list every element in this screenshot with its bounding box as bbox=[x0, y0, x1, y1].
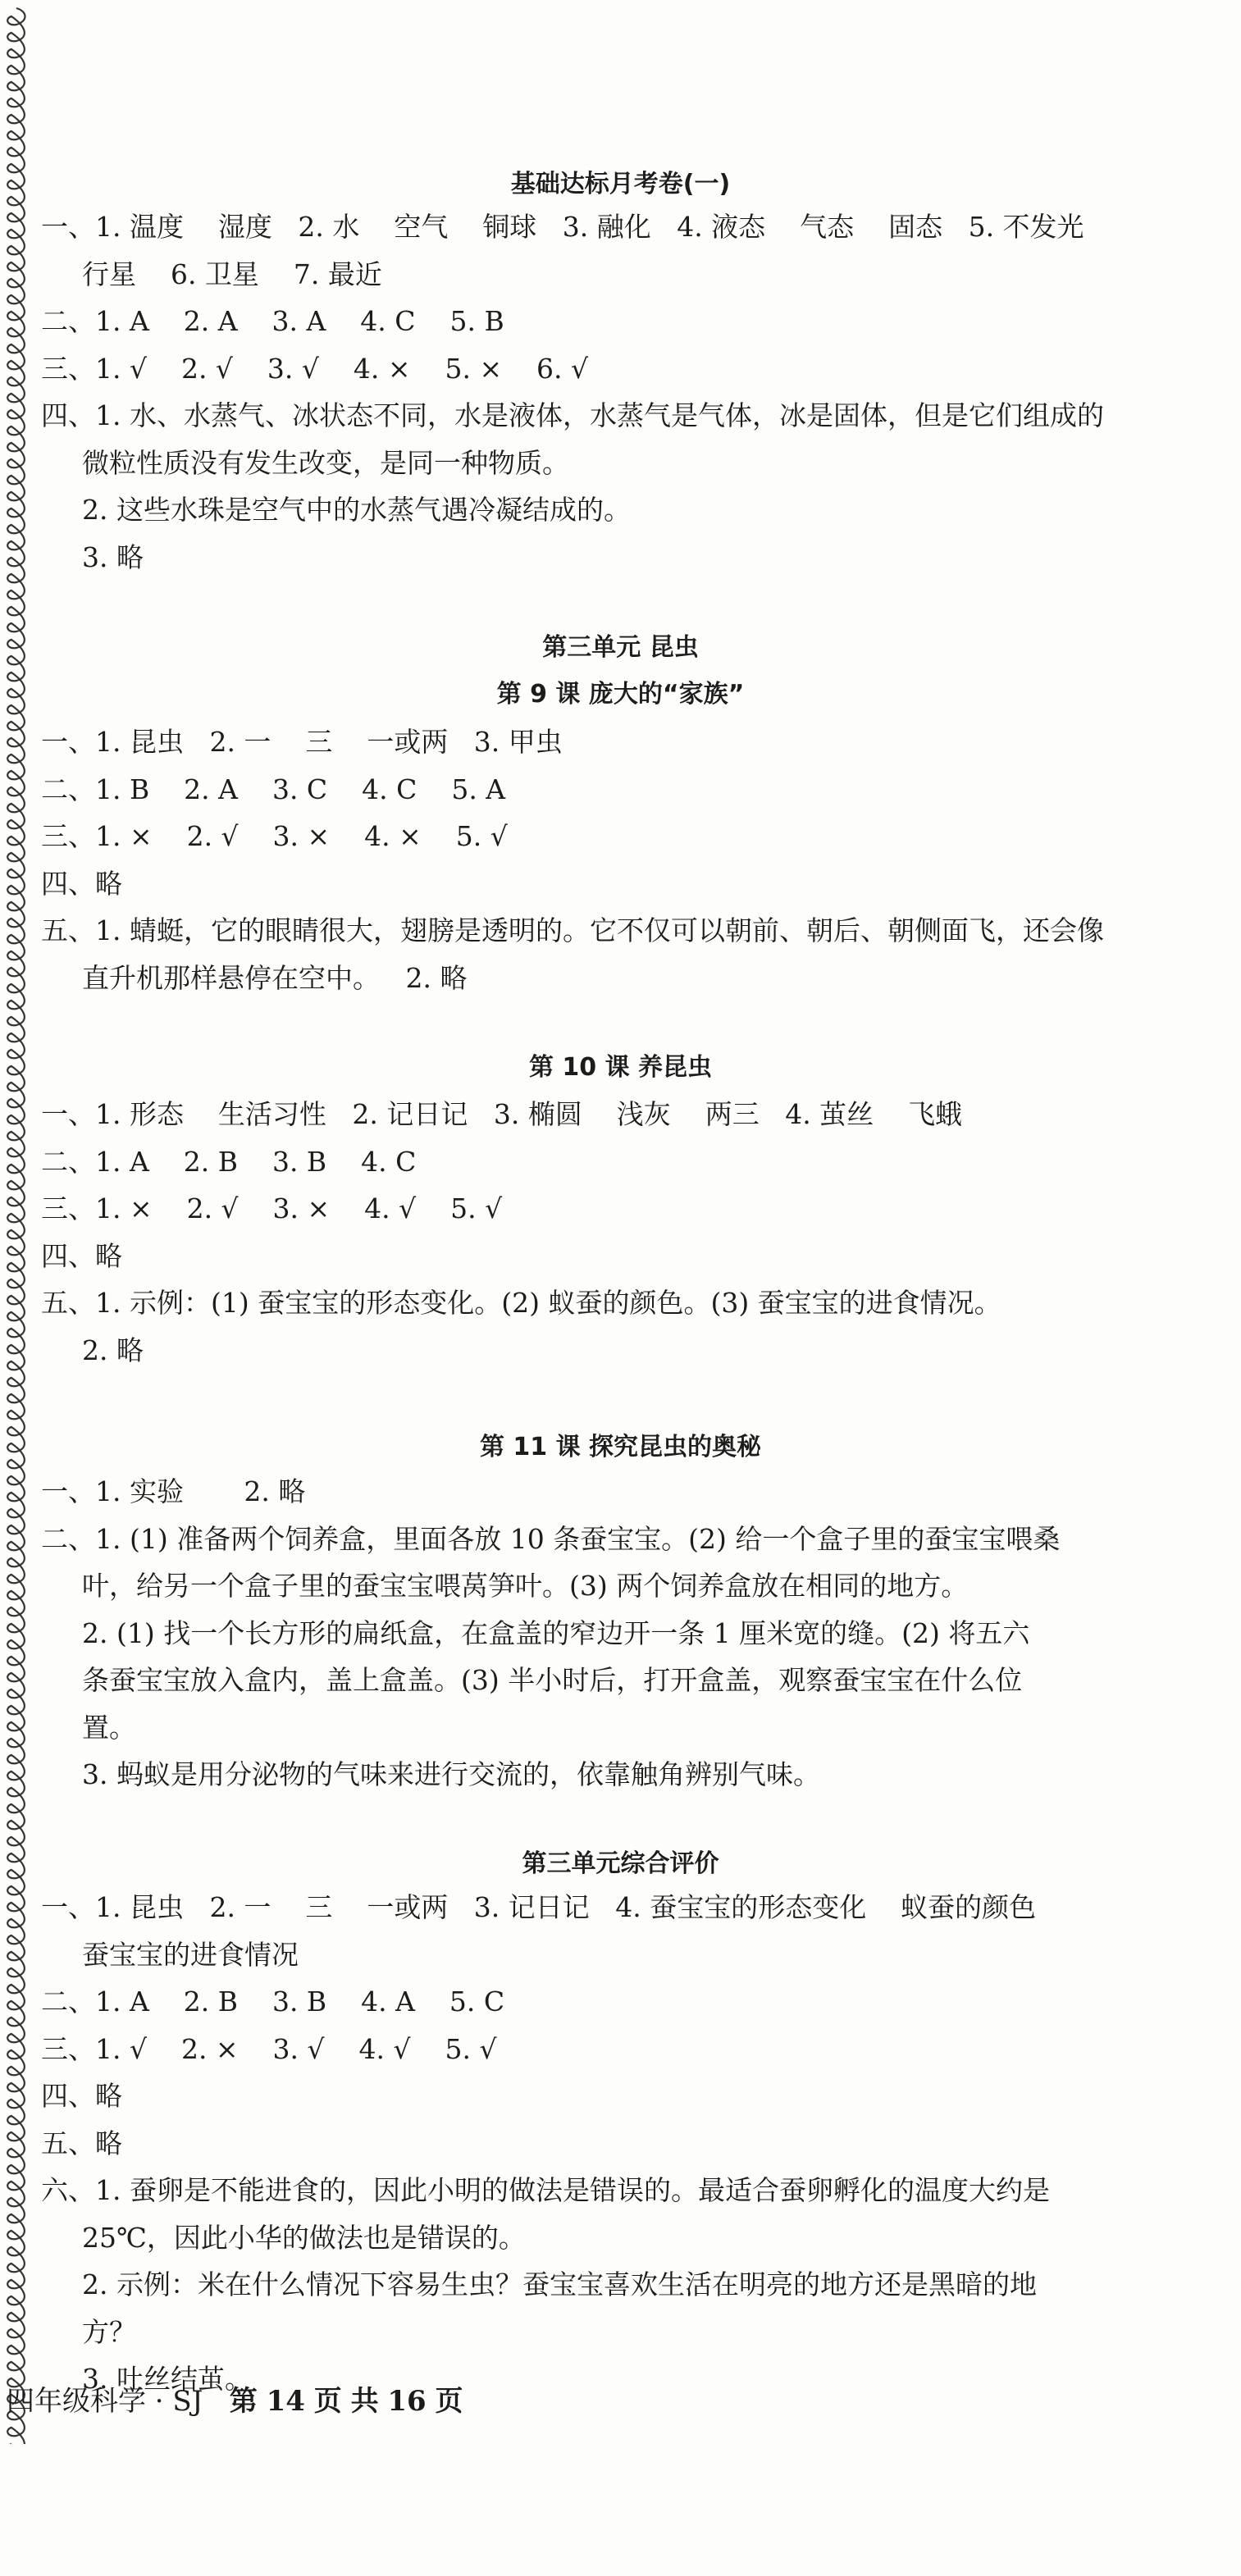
answer-line: 六、1. 蚕卵是不能进食的，因此小明的做法是错误的。最适合蚕卵孵化的温度大约是 bbox=[41, 2174, 1050, 2206]
answer-line: 一、1. 温度 湿度 2. 水 空气 铜球 3. 融化 4. 液态 气态 固态 5. 不发光 bbox=[41, 211, 1084, 243]
answer-line: 三、1. × 2. √ 3. × 4. × 5. √ bbox=[41, 820, 508, 852]
section-title: 第三单元 昆虫 bbox=[542, 633, 699, 662]
answer-line: 3. 吐丝结茧。 bbox=[82, 2363, 252, 2395]
footer-total-pages: 16 bbox=[387, 2385, 427, 2418]
section-title: 第 9 课 庞大的“家族” bbox=[496, 680, 745, 709]
section-title: 基础达标月考卷(一) bbox=[510, 170, 731, 198]
answer-line: 3. 蚂蚁是用分泌物的气味来进行交流的，依靠触角辨别气味。 bbox=[82, 1758, 820, 1790]
answer-line: 蚕宝宝的进食情况 bbox=[82, 1938, 299, 1971]
page-footer bbox=[7, 2383, 463, 2419]
answer-line: 三、1. √ 2. × 3. √ 4. √ 5. √ bbox=[41, 2032, 497, 2065]
footer-total-label: 共 bbox=[350, 2385, 379, 2418]
section-title: 第 10 课 养昆虫 bbox=[528, 1053, 713, 1082]
answer-line: 3. 略 bbox=[82, 540, 144, 573]
answer-line: 条蚕宝宝放入盒内，盖上盒盖。(3) 半小时后，打开盒盖，观察蚕宝宝在什么位 bbox=[82, 1664, 1023, 1696]
answer-line: 五、1. 蜻蜓，它的眼睛很大，翅膀是透明的。它不仅可以朝前、朝后、朝侧面飞，还会像 bbox=[41, 914, 1104, 946]
footer-page-unit: 页 bbox=[313, 2385, 342, 2418]
answer-line: 四、略 bbox=[41, 2080, 122, 2112]
answer-line: 一、1. 形态 生活习性 2. 记日记 3. 椭圆 浅灰 两三 4. 茧丝 飞蛾 bbox=[41, 1098, 963, 1130]
answer-line: 方？ bbox=[82, 2315, 136, 2348]
footer-page-number: 14 bbox=[266, 2385, 305, 2418]
answer-line: 五、略 bbox=[41, 2127, 122, 2159]
answer-line: 五、1. 示例：(1) 蚕宝宝的形态变化。(2) 蚁蚕的颜色。(3) 蚕宝宝的进食情况。 bbox=[41, 1287, 1001, 1319]
answer-line: 置。 bbox=[82, 1711, 136, 1744]
section-title: 第三单元综合评价 bbox=[522, 1849, 719, 1878]
answer-line: 微粒性质没有发生改变，是同一种物质。 bbox=[82, 446, 569, 479]
answer-line: 二、1. A 2. B 3. B 4. C bbox=[41, 1145, 417, 1178]
answer-line: 四、略 bbox=[41, 867, 122, 900]
answer-line: 直升机那样悬停在空中。 2. 略 bbox=[82, 961, 468, 994]
footer-subject: 四年级科学 · SJ bbox=[7, 2385, 203, 2418]
answer-line: 一、1. 昆虫 2. 一 三 一或两 3. 甲虫 bbox=[41, 726, 563, 758]
answer-line: 2. 这些水珠是空气中的水蒸气遇冷凝结成的。 bbox=[82, 494, 631, 526]
footer-page-label: 第 bbox=[229, 2385, 258, 2418]
answer-line: 二、1. A 2. B 3. B 4. A 5. C bbox=[41, 1986, 505, 2017]
answer-line: 三、1. √ 2. √ 3. √ 4. × 5. × 6. √ bbox=[41, 352, 589, 385]
answer-line: 二、1. (1) 准备两个饲养盒，里面各放 10 条蚕宝宝。(2) 给一个盒子里的蚕宝宝喂桑 bbox=[41, 1522, 1061, 1555]
section-title: 第 11 课 探究昆虫的奥秘 bbox=[479, 1433, 762, 1461]
answer-line: 四、1. 水、水蒸气、冰状态不同，水是液体，水蒸气是气体，冰是固体，但是它们组成的 bbox=[41, 399, 1104, 431]
answer-line: 一、1. 昆虫 2. 一 三 一或两 3. 记日记 4. 蚕宝宝的形态变化 蚁蚕的颜色 bbox=[41, 1891, 1037, 1923]
answer-line: 二、1. A 2. A 3. A 4. C 5. B bbox=[41, 305, 504, 337]
answer-line: 三、1. × 2. √ 3. × 4. √ 5. √ bbox=[41, 1192, 503, 1224]
answer-line: 2. (1) 找一个长方形的扁纸盒，在盒盖的窄边开一条 1 厘米宽的缝。(2) 将五六 bbox=[82, 1616, 1030, 1649]
answer-line: 行星 6. 卫星 7. 最近 bbox=[82, 258, 382, 290]
answer-line: 2. 示例：米在什么情况下容易生虫？蚕宝宝喜欢生活在明亮的地方还是黑暗的地 bbox=[82, 2268, 1037, 2300]
answer-line: 二、1. B 2. A 3. C 4. C 5. A bbox=[41, 773, 506, 805]
answer-line: 25℃，因此小华的做法也是错误的。 bbox=[82, 2221, 526, 2254]
footer-total-unit: 页 bbox=[435, 2385, 463, 2418]
answer-line: 四、略 bbox=[41, 1239, 122, 1272]
answer-line: 一、1. 实验 2. 略 bbox=[41, 1475, 306, 1507]
answer-line: 2. 略 bbox=[82, 1334, 144, 1366]
answer-line: 叶，给另一个盒子里的蚕宝宝喂莴笋叶。(3) 两个饲养盒放在相同的地方。 bbox=[82, 1570, 969, 1602]
